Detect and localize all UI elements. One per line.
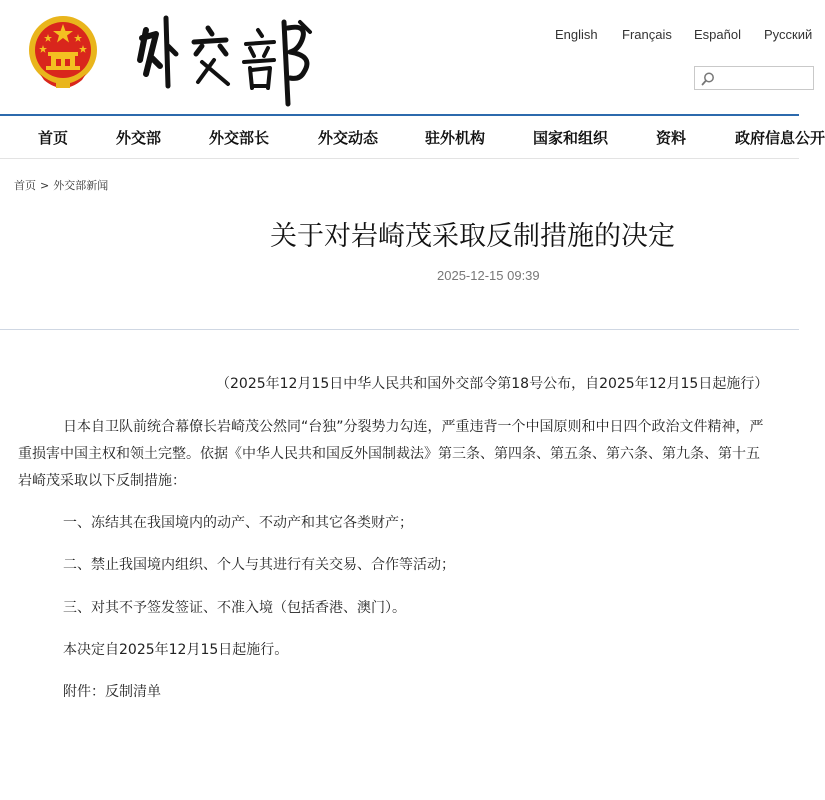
search-box[interactable] bbox=[694, 66, 814, 90]
search-icon[interactable] bbox=[700, 71, 716, 87]
body-paragraph-line: 岩崎茂采取以下反制措施： bbox=[18, 473, 186, 489]
title-divider bbox=[0, 329, 799, 330]
nav-item-minister[interactable]: 外交部长 bbox=[209, 129, 270, 147]
nav-item-ministry[interactable]: 外交部 bbox=[116, 129, 162, 147]
breadcrumb bbox=[14, 177, 108, 193]
main-nav bbox=[0, 116, 825, 158]
breadcrumb-separator: > bbox=[40, 179, 50, 192]
nav-divider bbox=[0, 158, 799, 159]
effective-date-text: 本决定自2025年12月15日起施行。 bbox=[63, 642, 289, 658]
breadcrumb-home-link[interactable]: 首页 bbox=[14, 179, 36, 192]
nav-item-home[interactable]: 首页 bbox=[38, 129, 69, 147]
lang-english-link[interactable]: English bbox=[555, 27, 598, 42]
search-input[interactable] bbox=[717, 69, 807, 87]
nav-item-missions[interactable]: 驻外机构 bbox=[425, 129, 486, 147]
site-header bbox=[0, 0, 813, 114]
measure-item-2: 二、禁止我国境内组织、个人与其进行有关交易、合作等活动； bbox=[63, 557, 455, 573]
nav-item-activities[interactable]: 外交动态 bbox=[318, 129, 379, 147]
lang-spanish-link[interactable]: Español bbox=[694, 27, 741, 42]
measure-item-3: 三、对其不予签发签证、不准入境（包括香港、澳门）。 bbox=[63, 600, 406, 616]
breadcrumb-section-link[interactable]: 外交部新闻 bbox=[53, 179, 109, 192]
measure-item-1: 一、冻结其在我国境内的动产、不动产和其它各类财产； bbox=[63, 515, 413, 531]
nav-item-resources[interactable]: 资料 bbox=[656, 129, 687, 147]
publish-date: 2025-12-15 09:39 bbox=[437, 268, 540, 283]
lang-french-link[interactable]: Français bbox=[622, 27, 672, 42]
attachment-label: 附件：反制清单 bbox=[63, 684, 161, 700]
ministry-calligraphy-logo[interactable] bbox=[132, 8, 322, 106]
nav-item-disclosure[interactable]: 政府信息公开 bbox=[735, 129, 825, 147]
decree-note: （2025年12月15日中华人民共和国外交部令第18号公布，自2025年12月15日起施行） bbox=[216, 376, 769, 392]
nav-item-countries[interactable]: 国家和组织 bbox=[533, 129, 609, 147]
page-title: 关于对岩崎茂采取反制措施的决定 bbox=[270, 221, 675, 252]
body-paragraph-line: 日本自卫队前统合幕僚长岩崎茂公然同“台独”分裂势力勾连，严重违背一个中国原则和中日四个政治文件精神，严 bbox=[63, 419, 764, 435]
body-paragraph-line: 重损害中国主权和领土完整。依据《中华人民共和国反外国制裁法》第三条、第四条、第五条、第六条、第九条、第十五 bbox=[18, 446, 760, 462]
national-emblem-icon[interactable] bbox=[26, 12, 100, 94]
lang-russian-link[interactable]: Русский bbox=[764, 27, 813, 42]
